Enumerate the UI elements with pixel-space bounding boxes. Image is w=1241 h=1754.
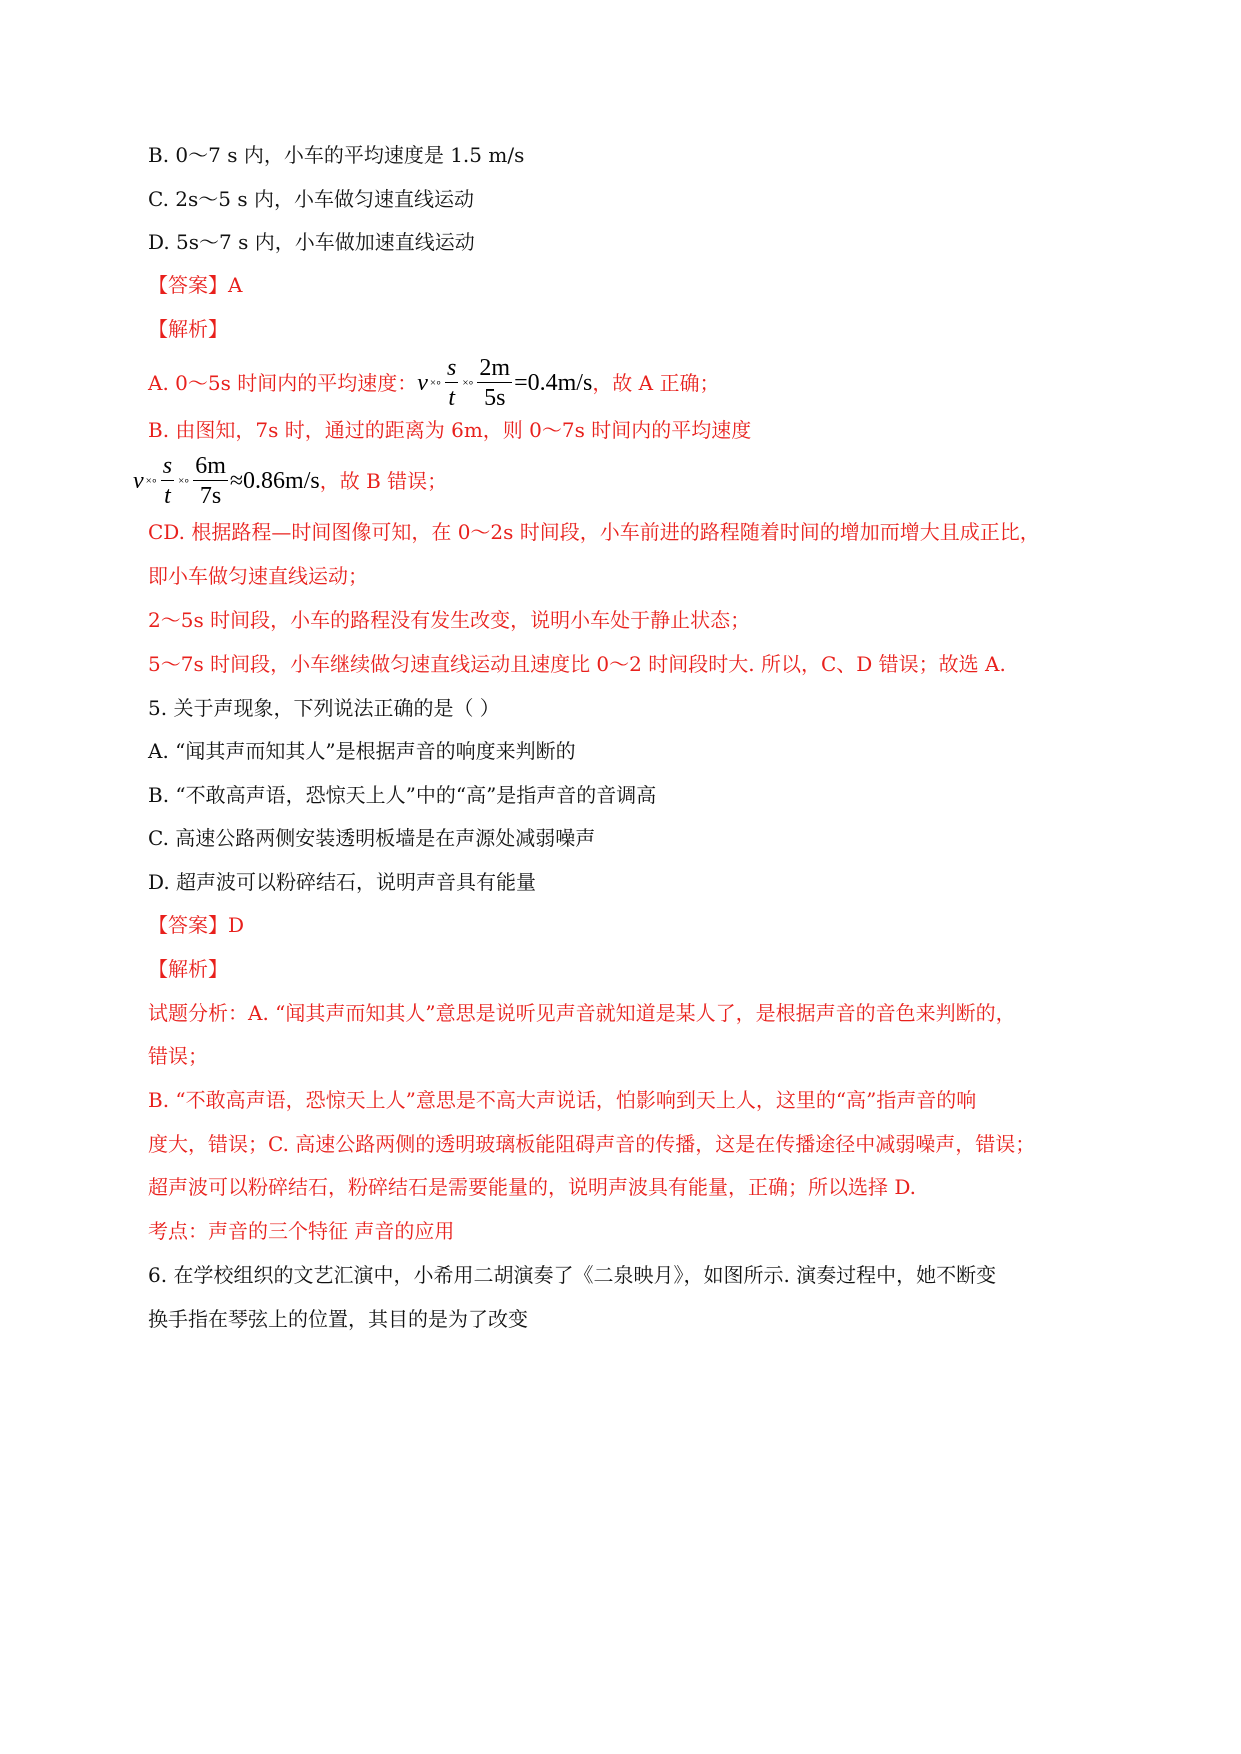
q5-analysis-2: 错误； — [148, 1044, 208, 1068]
q4-analysis-tag: 【解析】 — [148, 317, 228, 341]
fraction-numerator: 2m — [479, 354, 511, 381]
formula-result: =0.4m/s — [514, 370, 593, 396]
analysis-a-prefix: A. 0～5s 时间内的平均速度： — [148, 371, 418, 395]
answer-value: A — [228, 273, 243, 297]
q5-analysis-5: 超声波可以粉碎结石，粉碎结石是需要能量的，说明声波具有能量，正确；所以选择 D. — [148, 1175, 917, 1199]
equals-symbol-icon: ×∘ — [178, 475, 190, 487]
analysis-b-suffix: ，故 B 错误； — [319, 469, 448, 493]
q5-kaodian: 考点：声音的三个特征 声音的应用 — [148, 1219, 455, 1243]
fraction-values — [477, 354, 512, 413]
answer-tag: 【答案】 — [148, 273, 228, 297]
equals-symbol-icon: ×∘ — [429, 377, 441, 389]
answer-value: D — [228, 913, 245, 937]
q4-analysis-cd-4: 5～7s 时间段，小车继续做匀速直线运动且速度比 0～2 时间段时大. 所以，C、D 错误；故选 A. — [148, 652, 1006, 676]
formula-a — [417, 354, 592, 413]
q4-analysis-b-formula — [133, 452, 1101, 510]
fraction-s-over-t — [445, 354, 458, 413]
q4-answer-line — [148, 271, 1101, 299]
q4-option-d: D. 5s～7 s 内，小车做加速直线运动 — [148, 230, 475, 254]
formula-result: ≈0.86m/s — [229, 468, 320, 494]
q5-option-b: B. “不敢高声语，恐惊天上人”中的“高”是指声音的音调高 — [148, 783, 657, 807]
q4-analysis-a — [148, 355, 1101, 411]
q5-answer-line — [148, 911, 1101, 939]
q5-stem: 5. 关于声现象，下列说法正确的是（ ） — [148, 696, 500, 720]
q5-analysis-3: B. “不敢高声语，恐惊天上人”意思是不高大声说话，怕影响到天上人，这里的“高”指声音的响 — [148, 1088, 977, 1112]
q4-option-b: B. 0～7 s 内，小车的平均速度是 1.5 m/s — [148, 143, 525, 167]
fraction-s-over-t — [161, 452, 174, 511]
formula-v: v — [133, 468, 144, 494]
fraction-numerator: 6m — [195, 452, 226, 479]
q4-analysis-cd-3: 2～5s 时间段，小车的路程没有发生改变，说明小车处于静止状态； — [148, 608, 751, 632]
q4-analysis-cd-2: 即小车做匀速直线运动； — [148, 564, 368, 588]
fraction-denominator: t — [448, 384, 455, 411]
fraction-numerator: s — [162, 452, 173, 479]
q5-option-d: D. 超声波可以粉碎结石，说明声音具有能量 — [148, 870, 537, 894]
fraction-numerator: s — [446, 354, 457, 381]
q4-analysis-b: B. 由图知，7s 时，通过的距离为 6m，则 0～7s 时间内的平均速度 — [148, 418, 752, 442]
formula-v: v — [417, 370, 428, 396]
equals-symbol-icon: ×∘ — [462, 377, 474, 389]
fraction-denominator: 7s — [199, 482, 222, 509]
q5-analysis-4: 度大，错误；C. 高速公路两侧的透明玻璃板能阻碍声音的传播，这是在传播途径中减弱噪声，错误； — [148, 1132, 1036, 1156]
equals-symbol-icon: ×∘ — [145, 475, 157, 487]
q5-option-a: A. “闻其声而知其人”是根据声音的响度来判断的 — [148, 739, 576, 763]
fraction-values — [193, 452, 228, 511]
q4-analysis-cd-1: CD. 根据路程—时间图像可知，在 0～2s 时间段，小车前进的路程随着时间的增加而增大且成正比， — [148, 520, 1040, 544]
formula-b — [133, 452, 320, 511]
q4-option-c: C. 2s～5 s 内，小车做匀速直线运动 — [148, 187, 474, 211]
fraction-denominator: 5s — [484, 384, 506, 411]
q5-analysis-1: 试题分析：A. “闻其声而知其人”意思是说听见声音就知道是某人了，是根据声音的音色来判断的， — [148, 1001, 1016, 1025]
answer-tag: 【答案】 — [148, 913, 228, 937]
fraction-denominator: t — [164, 482, 171, 509]
q5-option-c: C. 高速公路两侧安装透明板墙是在声源处减弱噪声 — [148, 826, 596, 850]
q6-stem-1: 6. 在学校组织的文艺汇演中，小希用二胡演奏了《二泉映月》，如图所示. 演奏过程中，她不断变 — [148, 1263, 997, 1287]
q6-stem-2: 换手指在琴弦上的位置，其目的是为了改变 — [148, 1307, 528, 1331]
analysis-a-suffix: ，故 A 正确； — [592, 371, 720, 395]
q5-analysis-tag: 【解析】 — [148, 957, 228, 981]
